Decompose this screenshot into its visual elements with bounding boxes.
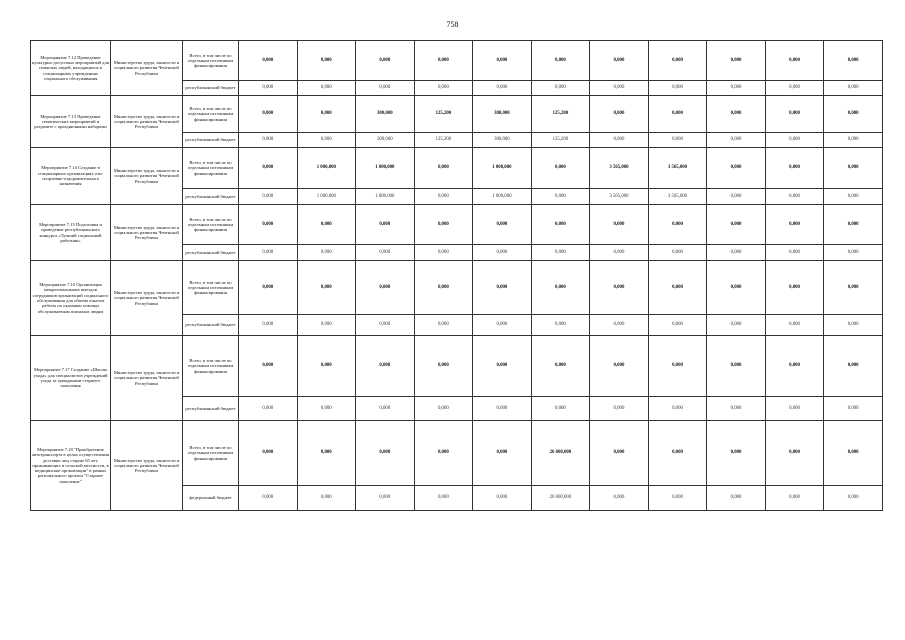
value-cell: 0,000: [824, 148, 883, 189]
value-cell: 0,000: [239, 81, 298, 96]
value-cell: 0,000: [531, 81, 590, 96]
value-cell: 0,000: [414, 41, 473, 81]
value-cell: 0,000: [765, 261, 824, 315]
value-cell: 0,000: [239, 421, 298, 486]
value-cell: 125,200: [531, 133, 590, 148]
value-cell: 0,000: [297, 205, 356, 245]
value-cell: 0,000: [707, 245, 766, 261]
value-cell: 0,000: [765, 421, 824, 486]
value-cell: 0,000: [356, 486, 415, 511]
value-cell: 125,200: [414, 96, 473, 133]
measure-name: Мероприятие 7.16 Организация межрегиональных выездов сотрудников организаций социального обслуживания для обмена опытом работы по оказанию помощи обслуживаемым пожилым людям: [31, 261, 111, 336]
funding-source: Всего, в том числе по отдельным источникам финансирования: [183, 261, 239, 315]
value-cell: 0,000: [239, 133, 298, 148]
table-row: [31, 336, 883, 397]
value-cell: 0,000: [297, 336, 356, 397]
value-cell: 0,000: [824, 96, 883, 133]
value-cell: 0,000: [297, 261, 356, 315]
value-cell: 0,000: [765, 96, 824, 133]
value-cell: 0,000: [590, 261, 649, 315]
value-cell: 0,000: [356, 205, 415, 245]
value-cell: 0,000: [297, 245, 356, 261]
value-cell: 0,000: [707, 133, 766, 148]
value-cell: 0,000: [590, 397, 649, 421]
value-cell: 0,000: [707, 486, 766, 511]
value-cell: 0,000: [765, 148, 824, 189]
value-cell: 0,000: [590, 245, 649, 261]
value-cell: 0,000: [414, 148, 473, 189]
value-cell: 0,000: [531, 397, 590, 421]
value-cell: 0,000: [239, 397, 298, 421]
value-cell: 0,000: [414, 245, 473, 261]
value-cell: 0,000: [356, 41, 415, 81]
value-cell: 0,000: [648, 261, 707, 315]
value-cell: 0,000: [356, 81, 415, 96]
value-cell: 1 000,000: [473, 189, 532, 205]
value-cell: 0,000: [531, 148, 590, 189]
measure-name: Мероприятие 7.15 Подготовка и проведение республиканского конкурса «Лучший социальный работник»: [31, 205, 111, 261]
value-cell: 0,000: [824, 421, 883, 486]
value-cell: 0,000: [707, 148, 766, 189]
value-cell: 0,000: [707, 421, 766, 486]
value-cell: 0,000: [824, 189, 883, 205]
value-cell: 0,000: [356, 421, 415, 486]
value-cell: 0,000: [239, 261, 298, 315]
value-cell: 0,000: [414, 421, 473, 486]
value-cell: 0,000: [473, 421, 532, 486]
value-cell: 300,000: [356, 96, 415, 133]
value-cell: 0,000: [590, 133, 649, 148]
value-cell: 0,000: [824, 315, 883, 336]
table-row: [31, 41, 883, 81]
value-cell: 0,000: [531, 245, 590, 261]
funding-source: республиканский бюджет: [183, 189, 239, 205]
table-row: [31, 205, 883, 245]
value-cell: 0,000: [590, 81, 649, 96]
value-cell: 0,000: [707, 96, 766, 133]
funding-source: республиканский бюджет: [183, 315, 239, 336]
value-cell: 0,000: [824, 336, 883, 397]
value-cell: 0,000: [473, 41, 532, 81]
value-cell: 0,000: [356, 261, 415, 315]
value-cell: 0,000: [356, 397, 415, 421]
value-cell: 0,000: [414, 336, 473, 397]
value-cell: 0,000: [707, 261, 766, 315]
value-cell: 0,000: [824, 133, 883, 148]
value-cell: 0,000: [414, 81, 473, 96]
value-cell: 0,000: [648, 336, 707, 397]
value-cell: 0,000: [765, 81, 824, 96]
value-cell: 0,000: [239, 189, 298, 205]
funding-source: Всего, в том числе по отдельным источникам финансирования: [183, 336, 239, 397]
value-cell: 0,000: [473, 336, 532, 397]
table-row: [31, 96, 883, 133]
value-cell: 0,000: [648, 421, 707, 486]
value-cell: 0,000: [473, 245, 532, 261]
executor: Министерство труда, занятости и социального развития Чеченской Республики: [111, 261, 183, 336]
value-cell: 0,000: [414, 189, 473, 205]
value-cell: 0,000: [531, 205, 590, 245]
value-cell: 0,000: [531, 336, 590, 397]
budget-table: [30, 40, 883, 511]
value-cell: 0,000: [824, 397, 883, 421]
value-cell: 0,000: [414, 486, 473, 511]
executor: Министерство труда, занятости и социального развития Чеченской Республики: [111, 336, 183, 421]
value-cell: 0,000: [531, 315, 590, 336]
value-cell: 1 000,000: [356, 189, 415, 205]
funding-source: Всего, в том числе по отдельным источникам финансирования: [183, 41, 239, 81]
value-cell: 1 000,000: [356, 148, 415, 189]
value-cell: 0,000: [765, 397, 824, 421]
value-cell: 0,000: [648, 133, 707, 148]
value-cell: 300,000: [473, 96, 532, 133]
value-cell: 0,000: [473, 261, 532, 315]
value-cell: 0,000: [765, 189, 824, 205]
value-cell: 0,000: [707, 205, 766, 245]
measure-name: Мероприятие 7.13 Проведение тематических мероприятий и раздачите с праздничными наборами: [31, 96, 111, 148]
value-cell: 0,000: [239, 148, 298, 189]
value-cell: 300,000: [473, 133, 532, 148]
value-cell: 0,000: [356, 336, 415, 397]
value-cell: 0,000: [239, 245, 298, 261]
table-row: [31, 261, 883, 315]
value-cell: 0,000: [648, 96, 707, 133]
funding-source: Всего, в том числе по отдельным источникам финансирования: [183, 421, 239, 486]
value-cell: 0,000: [239, 486, 298, 511]
value-cell: 0,000: [824, 41, 883, 81]
executor: Министерство труда, занятости и социального развития Чеченской Республики: [111, 205, 183, 261]
value-cell: 0,000: [648, 397, 707, 421]
value-cell: 0,000: [531, 189, 590, 205]
value-cell: 0,000: [824, 81, 883, 96]
funding-source: федеральный бюджет: [183, 486, 239, 511]
value-cell: 0,000: [531, 261, 590, 315]
value-cell: 0,000: [648, 205, 707, 245]
value-cell: 3 565,000: [648, 189, 707, 205]
value-cell: 0,000: [414, 315, 473, 336]
value-cell: 0,000: [707, 397, 766, 421]
value-cell: 0,000: [473, 397, 532, 421]
value-cell: 0,000: [824, 486, 883, 511]
value-cell: 0,000: [765, 41, 824, 81]
value-cell: 0,000: [765, 133, 824, 148]
value-cell: 0,000: [590, 96, 649, 133]
value-cell: 0,000: [765, 315, 824, 336]
value-cell: 0,000: [297, 41, 356, 81]
value-cell: 26 600,000: [531, 486, 590, 511]
value-cell: 0,000: [648, 41, 707, 81]
funding-source: республиканский бюджет: [183, 245, 239, 261]
executor: Министерство труда, занятости и социального развития Чеченской Республики: [111, 421, 183, 511]
funding-source: Всего, в том числе по отдельным источникам финансирования: [183, 96, 239, 133]
value-cell: 0,000: [765, 336, 824, 397]
table-row: [31, 421, 883, 486]
value-cell: 0,000: [590, 41, 649, 81]
value-cell: 0,000: [414, 205, 473, 245]
executor: Министерство труда, занятости и социального развития Чеченской Республики: [111, 41, 183, 96]
value-cell: 300,000: [356, 133, 415, 148]
value-cell: 0,000: [414, 397, 473, 421]
value-cell: 0,000: [590, 205, 649, 245]
value-cell: 0,000: [239, 315, 298, 336]
value-cell: 0,000: [297, 421, 356, 486]
value-cell: 26 600,000: [531, 421, 590, 486]
value-cell: 0,000: [239, 41, 298, 81]
value-cell: 3 565,000: [648, 148, 707, 189]
value-cell: 0,000: [297, 397, 356, 421]
table-row: [31, 148, 883, 189]
value-cell: 0,000: [473, 315, 532, 336]
value-cell: 0,000: [297, 315, 356, 336]
funding-source: Всего, в том числе по отдельным источникам финансирования: [183, 148, 239, 189]
value-cell: 0,000: [648, 81, 707, 96]
value-cell: 0,000: [473, 205, 532, 245]
value-cell: 0,000: [414, 261, 473, 315]
value-cell: 0,000: [531, 41, 590, 81]
value-cell: 3 565,000: [590, 189, 649, 205]
value-cell: 0,000: [590, 315, 649, 336]
value-cell: 1 000,000: [473, 148, 532, 189]
value-cell: 0,000: [356, 315, 415, 336]
value-cell: 3 565,000: [590, 148, 649, 189]
value-cell: 0,000: [707, 315, 766, 336]
funding-source: Всего, в том числе по отдельным источникам финансирования: [183, 205, 239, 245]
value-cell: 1 000,000: [297, 189, 356, 205]
value-cell: 0,000: [297, 96, 356, 133]
value-cell: 0,000: [239, 336, 298, 397]
value-cell: 0,000: [824, 245, 883, 261]
value-cell: 0,000: [824, 261, 883, 315]
value-cell: 0,000: [473, 486, 532, 511]
value-cell: 0,000: [765, 245, 824, 261]
value-cell: 125,200: [531, 96, 590, 133]
value-cell: 0,000: [297, 133, 356, 148]
measure-name: Мероприятие 7.17 Создание «Школы ухода» для специалистов учреждений ухода за гражданами старшего поколения: [31, 336, 111, 421]
value-cell: 0,000: [707, 189, 766, 205]
value-cell: 0,000: [239, 96, 298, 133]
measure-name: Мероприятие 7.18 "Приобретение автотранспорта в целях осуществления доставки лиц старше 65 лет, проживающих в сельской местности, в медицинские организации" в рамках регионального проекта "Старшее поколение": [31, 421, 111, 511]
value-cell: 0,000: [356, 245, 415, 261]
value-cell: 125,200: [414, 133, 473, 148]
value-cell: 0,000: [590, 421, 649, 486]
executor: Министерство труда, занятости и социального развития Чеченской Республики: [111, 148, 183, 205]
value-cell: 0,000: [648, 486, 707, 511]
value-cell: 0,000: [648, 315, 707, 336]
value-cell: 0,000: [590, 486, 649, 511]
value-cell: 0,000: [707, 81, 766, 96]
measure-name: Мероприятие 7.14 Создание в стационарных организациях оэн-спортивно-оздоровительного назначения: [31, 148, 111, 205]
measure-name: Мероприятие 7.12 Проведение культурно-досуговых мероприятий для пожилых людей, находящихся в стационарных учреждениях социального обслуживания: [31, 41, 111, 96]
value-cell: 0,000: [648, 245, 707, 261]
funding-source: республиканский бюджет: [183, 397, 239, 421]
page-number: 758: [446, 20, 459, 29]
funding-source: республиканский бюджет: [183, 133, 239, 148]
value-cell: 0,000: [824, 205, 883, 245]
value-cell: 1 000,000: [297, 148, 356, 189]
value-cell: 0,000: [590, 336, 649, 397]
value-cell: 0,000: [765, 205, 824, 245]
executor: Министерство труда, занятости и социального развития Чеченской Республики: [111, 96, 183, 148]
value-cell: 0,000: [473, 81, 532, 96]
value-cell: 0,000: [707, 41, 766, 81]
value-cell: 0,000: [765, 486, 824, 511]
value-cell: 0,000: [297, 81, 356, 96]
value-cell: 0,000: [707, 336, 766, 397]
value-cell: 0,000: [239, 205, 298, 245]
funding-source: республиканский бюджет: [183, 81, 239, 96]
value-cell: 0,000: [297, 486, 356, 511]
